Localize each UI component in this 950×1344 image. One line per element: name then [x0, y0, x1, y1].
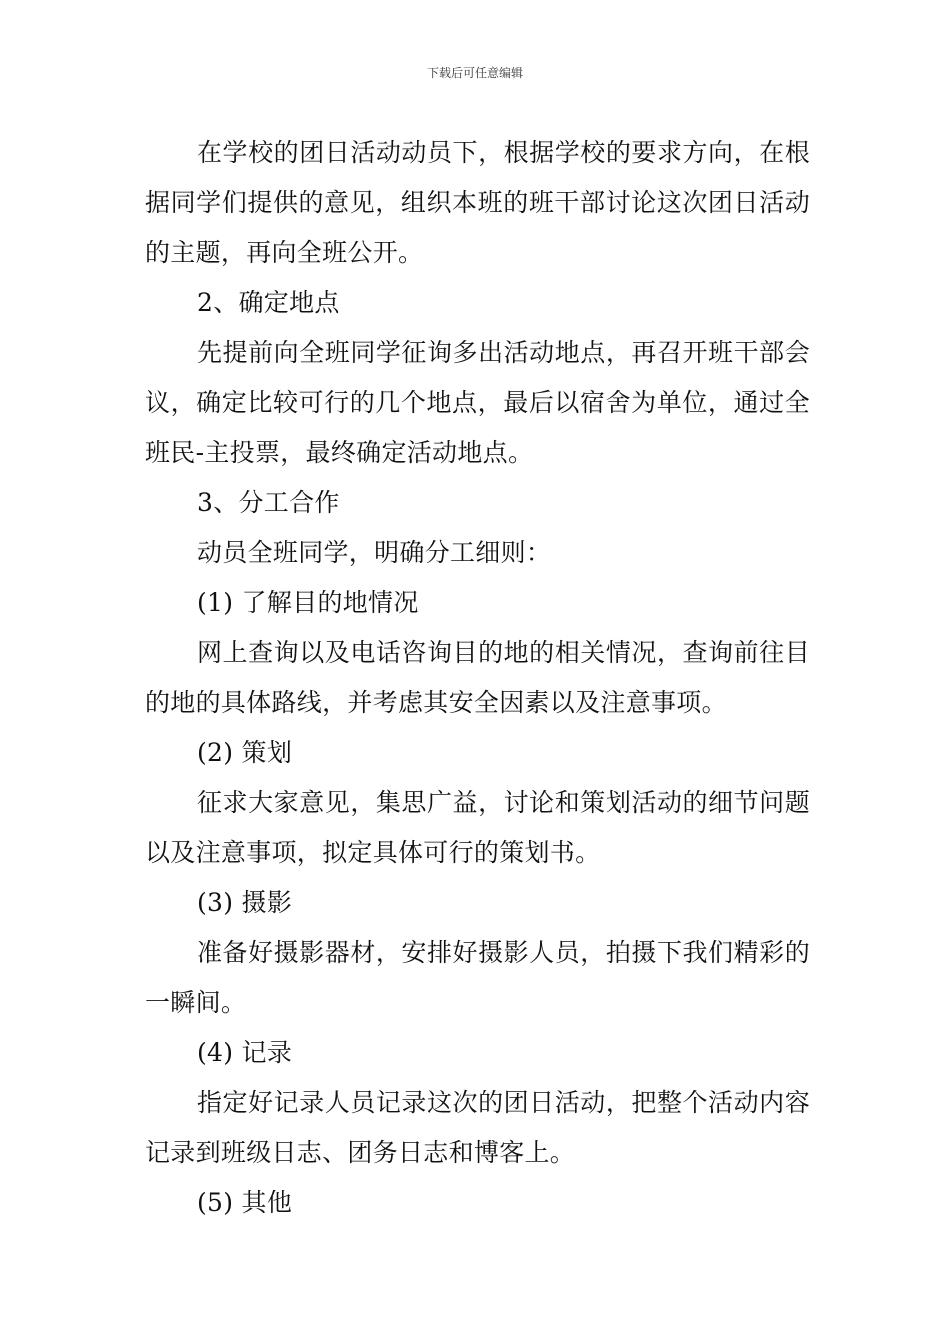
- subheading-other: (5) 其他: [197, 1188, 293, 1217]
- heading-division: 3、分工合作: [197, 488, 340, 517]
- subheading-photography: (3) 摄影: [197, 888, 293, 917]
- paragraph-record: 指定好记录人员记录这次的团日活动，把整个活动内容记录到班级日志、团务日志和博客上。: [145, 1088, 810, 1167]
- paragraph-destination: 网上查询以及电话咨询目的地的相关情况，查询前往目的地的具体路线，并考虑其安全因素以及注意事项。: [145, 638, 810, 717]
- subheading-record: (4) 记录: [197, 1038, 293, 1067]
- heading-location: 2、确定地点: [197, 288, 340, 317]
- subheading-destination: (1) 了解目的地情况: [197, 588, 419, 617]
- paragraph-division: 动员全班同学，明确分工细则：: [197, 538, 552, 567]
- document-body: [145, 128, 810, 1228]
- paragraph-photography: 准备好摄影器材，安排好摄影人员，拍摄下我们精彩的一瞬间。: [145, 938, 810, 1017]
- subheading-planning: (2) 策划: [197, 738, 293, 767]
- paragraph-intro: 在学校的团日活动动员下，根据学校的要求方向，在根据同学们提供的意见，组织本班的班干部讨论这次团日活动的主题，再向全班公开。: [145, 138, 810, 267]
- page-header-note: 下载后可任意编辑: [426, 66, 523, 80]
- paragraph-planning: 征求大家意见，集思广益，讨论和策划活动的细节问题以及注意事项，拟定具体可行的策划书。: [145, 788, 810, 867]
- paragraph-location: 先提前向全班同学征询多出活动地点，再召开班干部会议，确定比较可行的几个地点，最后以宿舍为单位，通过全班民-主投票，最终确定活动地点。: [145, 338, 810, 467]
